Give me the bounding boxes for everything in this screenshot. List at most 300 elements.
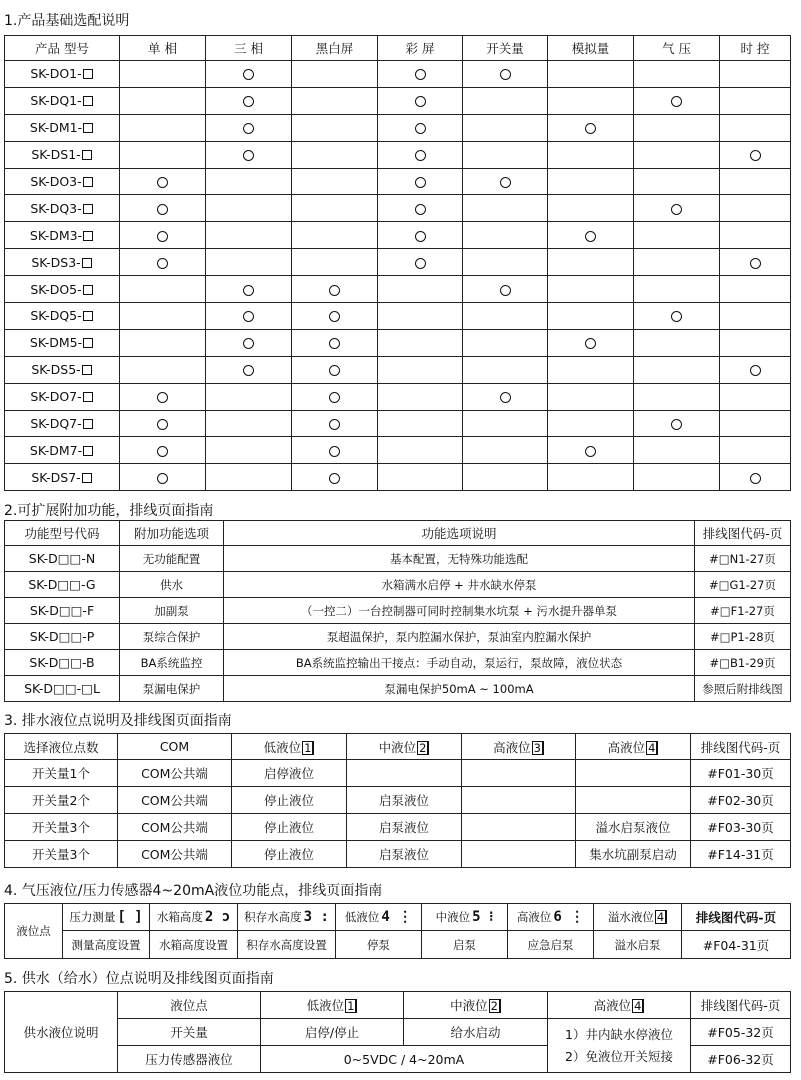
circle-mark-icon bbox=[671, 419, 682, 430]
table-row bbox=[5, 814, 791, 841]
option-cell bbox=[720, 141, 791, 168]
circle-mark-icon bbox=[671, 204, 682, 215]
level-number-box: 2 bbox=[417, 741, 429, 755]
s4-top-high: 高液位 6 ⋮ bbox=[508, 904, 594, 931]
s3-cell: #F02-30页 bbox=[691, 787, 791, 814]
option-cell bbox=[206, 141, 292, 168]
table-row bbox=[5, 276, 791, 303]
s2-code-cell: SK-D□□-□L bbox=[5, 676, 120, 702]
s3-cell: 开关量3个 bbox=[5, 841, 118, 868]
model-code: SK-DS3- bbox=[31, 254, 81, 270]
circle-mark-icon bbox=[500, 285, 511, 296]
s4-page-header: 排线图代码-页 bbox=[682, 904, 791, 931]
section5-title: 5. 供水（给水）位点说明及排线图页面指南 bbox=[4, 971, 274, 987]
s3-header-high3: 高液位 3 bbox=[462, 734, 576, 760]
s3-cell bbox=[462, 760, 576, 787]
s2-desc-cell: （一控二）一台控制器可同时控制集水坑泵 + 污水提升器单泵 bbox=[224, 598, 695, 624]
s3-cell: COM公共端 bbox=[118, 841, 232, 868]
option-cell bbox=[378, 383, 463, 410]
option-cell bbox=[720, 249, 791, 276]
option-cell bbox=[548, 87, 634, 114]
level-number-box: 2 bbox=[489, 999, 501, 1013]
table-row bbox=[5, 437, 791, 464]
s3-cell bbox=[462, 814, 576, 841]
s3-cell: 开关量1个 bbox=[5, 760, 118, 787]
model-cell bbox=[5, 249, 120, 276]
circle-mark-icon bbox=[243, 150, 254, 161]
option-cell bbox=[120, 195, 206, 222]
option-cell bbox=[634, 195, 720, 222]
s3-cell: COM公共端 bbox=[118, 760, 232, 787]
blank-square-icon bbox=[82, 365, 92, 375]
table-row bbox=[5, 624, 791, 650]
option-cell bbox=[378, 141, 463, 168]
option-cell bbox=[548, 276, 634, 303]
option-cell bbox=[634, 114, 720, 141]
option-cell bbox=[548, 114, 634, 141]
model-cell bbox=[5, 437, 120, 464]
model-code: SK-DM3- bbox=[29, 227, 83, 243]
option-cell bbox=[463, 464, 548, 491]
s3-cell bbox=[462, 787, 576, 814]
option-cell bbox=[206, 249, 292, 276]
option-cell bbox=[378, 410, 463, 437]
s2-page-cell: #□F1-27页 bbox=[695, 598, 791, 624]
model-code: SK-DM1- bbox=[29, 120, 83, 136]
option-cell bbox=[463, 437, 548, 464]
s3-header-mid: 中液位 2 bbox=[347, 734, 462, 760]
s3-cell: COM公共端 bbox=[118, 814, 232, 841]
option-cell bbox=[120, 303, 206, 330]
table-row bbox=[5, 141, 791, 168]
blank-square-icon bbox=[83, 392, 93, 402]
option-cell bbox=[548, 303, 634, 330]
s1-header-cell: 产品 型号 bbox=[5, 36, 120, 61]
circle-mark-icon bbox=[500, 177, 511, 188]
table-row bbox=[5, 841, 791, 868]
circle-mark-icon bbox=[415, 123, 426, 134]
s3-cell: COM公共端 bbox=[118, 787, 232, 814]
model-code: SK-DS7- bbox=[31, 469, 81, 485]
s5-header-point: 液位点 bbox=[118, 992, 261, 1019]
blank-square-icon bbox=[83, 231, 93, 241]
option-cell bbox=[292, 222, 378, 249]
option-cell bbox=[720, 114, 791, 141]
s5-high-note: 1）井内缺水停液位 bbox=[565, 1026, 673, 1042]
s1-header-cell: 黑白屏 bbox=[292, 36, 378, 61]
table-row bbox=[5, 676, 791, 702]
option-cell bbox=[548, 437, 634, 464]
s4-top-store: 积存水高度 3 : bbox=[238, 904, 336, 931]
circle-mark-icon bbox=[157, 258, 168, 269]
segment-display-icon: 5 ⁝ bbox=[472, 909, 494, 925]
s3-cell bbox=[576, 760, 691, 787]
option-cell bbox=[720, 87, 791, 114]
level-number-box: 4 bbox=[646, 741, 658, 755]
option-cell bbox=[634, 141, 720, 168]
blank-square-icon bbox=[83, 69, 93, 79]
option-cell bbox=[120, 464, 206, 491]
option-cell bbox=[292, 168, 378, 195]
s4-bottom-cell: 溢水启泵 bbox=[594, 931, 682, 959]
s2-code-cell: SK-D□□-F bbox=[5, 598, 120, 624]
table-row bbox=[5, 61, 791, 88]
level-number-box: 1 bbox=[345, 999, 357, 1013]
option-cell bbox=[463, 383, 548, 410]
option-cell bbox=[634, 87, 720, 114]
option-cell bbox=[120, 61, 206, 88]
option-cell bbox=[378, 464, 463, 491]
s4-top-tank: 水箱高度 2 ɔ bbox=[150, 904, 238, 931]
option-cell bbox=[378, 168, 463, 195]
option-cell bbox=[292, 114, 378, 141]
circle-mark-icon bbox=[671, 96, 682, 107]
circle-mark-icon bbox=[750, 473, 761, 484]
circle-mark-icon bbox=[157, 177, 168, 188]
circle-mark-icon bbox=[243, 338, 254, 349]
option-cell bbox=[634, 168, 720, 195]
option-cell bbox=[292, 356, 378, 383]
blank-square-icon bbox=[83, 311, 93, 321]
option-cell bbox=[206, 383, 292, 410]
s3-cell: 开关量2个 bbox=[5, 787, 118, 814]
option-cell bbox=[634, 249, 720, 276]
model-cell bbox=[5, 464, 120, 491]
model-code: SK-DO1- bbox=[30, 66, 82, 82]
option-cell bbox=[120, 329, 206, 356]
circle-mark-icon bbox=[415, 177, 426, 188]
s2-desc-cell: 基本配置，无特殊功能选配 bbox=[224, 546, 695, 572]
option-cell bbox=[548, 249, 634, 276]
s5-header-mid: 中液位 2 bbox=[404, 992, 548, 1019]
s3-header-page: 排线图代码-页 bbox=[691, 734, 791, 760]
table-row bbox=[5, 787, 791, 814]
blank-square-icon bbox=[83, 96, 93, 106]
option-cell bbox=[720, 195, 791, 222]
model-code: SK-DM7- bbox=[29, 442, 83, 458]
option-cell bbox=[548, 383, 634, 410]
blank-square-icon bbox=[83, 204, 93, 214]
circle-mark-icon bbox=[329, 446, 340, 457]
model-cell bbox=[5, 141, 120, 168]
table-row bbox=[5, 329, 791, 356]
s1-header-cell: 模拟量 bbox=[548, 36, 634, 61]
s3-header-points: 选择液位点数 bbox=[5, 734, 118, 760]
model-cell bbox=[5, 410, 120, 437]
option-cell bbox=[548, 222, 634, 249]
s2-option-cell: 泵综合保护 bbox=[120, 624, 224, 650]
option-cell bbox=[720, 329, 791, 356]
option-cell bbox=[378, 303, 463, 330]
circle-mark-icon bbox=[243, 285, 254, 296]
option-cell bbox=[206, 437, 292, 464]
model-cell bbox=[5, 383, 120, 410]
option-cell bbox=[292, 249, 378, 276]
s3-cell bbox=[462, 841, 576, 868]
s2-desc-cell: 泵漏电保护50mA ~ 100mA bbox=[224, 676, 695, 702]
option-cell bbox=[206, 195, 292, 222]
circle-mark-icon bbox=[585, 231, 596, 242]
s4-bottom-cell: 应急启泵 bbox=[508, 931, 594, 959]
model-cell bbox=[5, 114, 120, 141]
section3-title: 3. 排水液位点说明及排线图页面指南 bbox=[4, 713, 232, 729]
s3-cell: #F14-31页 bbox=[691, 841, 791, 868]
model-code: SK-DO5- bbox=[30, 281, 82, 297]
option-cell bbox=[634, 329, 720, 356]
option-cell bbox=[463, 356, 548, 383]
option-cell bbox=[548, 410, 634, 437]
model-code: SK-DS1- bbox=[31, 147, 81, 163]
model-code: SK-DQ5- bbox=[30, 308, 82, 324]
s2-page-cell: #□G1-27页 bbox=[695, 572, 791, 598]
option-cell bbox=[292, 276, 378, 303]
circle-mark-icon bbox=[415, 204, 426, 215]
circle-mark-icon bbox=[157, 473, 168, 484]
model-cell bbox=[5, 195, 120, 222]
s1-header-cell: 彩 屏 bbox=[378, 36, 463, 61]
option-cell bbox=[720, 383, 791, 410]
option-cell bbox=[720, 464, 791, 491]
segment-display-icon: [ ] bbox=[117, 909, 143, 925]
option-cell bbox=[463, 276, 548, 303]
pressure-level-table bbox=[4, 903, 791, 959]
table-row bbox=[5, 650, 791, 676]
s5-header-low: 低液位 1 bbox=[261, 992, 404, 1019]
option-cell bbox=[720, 276, 791, 303]
option-cell bbox=[378, 437, 463, 464]
model-cell bbox=[5, 222, 120, 249]
table-row bbox=[5, 572, 791, 598]
s4-top-overflow: 溢水液位 4 bbox=[594, 904, 682, 931]
s2-desc-cell: 水箱满水启停 + 井水缺水停泵 bbox=[224, 572, 695, 598]
option-cell bbox=[206, 356, 292, 383]
circle-mark-icon bbox=[585, 446, 596, 457]
s3-cell: 停止液位 bbox=[232, 841, 347, 868]
section4-title: 4. 气压液位/压力传感器4~20mA液位功能点，排线页面指南 bbox=[4, 883, 383, 899]
circle-mark-icon bbox=[243, 123, 254, 134]
model-code: SK-DQ3- bbox=[30, 200, 82, 216]
blank-square-icon bbox=[83, 419, 93, 429]
circle-mark-icon bbox=[500, 392, 511, 403]
s3-cell: 开关量3个 bbox=[5, 814, 118, 841]
s5-header-page: 排线图代码-页 bbox=[691, 992, 791, 1019]
option-cell bbox=[463, 168, 548, 195]
option-cell bbox=[120, 141, 206, 168]
circle-mark-icon bbox=[329, 311, 340, 322]
s3-cell: 启泵液位 bbox=[347, 841, 462, 868]
model-cell bbox=[5, 276, 120, 303]
blank-square-icon bbox=[83, 446, 93, 456]
circle-mark-icon bbox=[243, 365, 254, 376]
option-cell bbox=[206, 464, 292, 491]
option-cell bbox=[634, 356, 720, 383]
circle-mark-icon bbox=[585, 123, 596, 134]
option-cell bbox=[292, 437, 378, 464]
table-row bbox=[5, 760, 791, 787]
option-cell bbox=[548, 168, 634, 195]
s2-header-cell: 功能选项说明 bbox=[224, 521, 695, 546]
circle-mark-icon bbox=[157, 446, 168, 457]
product-selection-table bbox=[4, 35, 791, 491]
circle-mark-icon bbox=[243, 69, 254, 80]
option-cell bbox=[720, 61, 791, 88]
option-cell bbox=[120, 383, 206, 410]
option-cell bbox=[292, 87, 378, 114]
model-cell bbox=[5, 329, 120, 356]
option-cell bbox=[378, 61, 463, 88]
option-cell bbox=[463, 222, 548, 249]
table-row bbox=[5, 87, 791, 114]
s2-option-cell: BA系统监控 bbox=[120, 650, 224, 676]
table-row bbox=[5, 383, 791, 410]
water-supply-table bbox=[4, 991, 791, 1073]
extension-function-table bbox=[4, 520, 791, 702]
circle-mark-icon bbox=[415, 69, 426, 80]
s3-cell: 启泵液位 bbox=[347, 787, 462, 814]
option-cell bbox=[206, 222, 292, 249]
model-cell bbox=[5, 61, 120, 88]
model-code: SK-DQ7- bbox=[30, 416, 82, 432]
s2-page-cell: #□N1-27页 bbox=[695, 546, 791, 572]
model-cell bbox=[5, 303, 120, 330]
circle-mark-icon bbox=[750, 150, 761, 161]
s4-row-label: 液位点 bbox=[5, 904, 63, 959]
s4-bottom-cell: 积存水高度设置 bbox=[238, 931, 336, 959]
model-code: SK-DS5- bbox=[31, 362, 81, 378]
table-row bbox=[5, 546, 791, 572]
option-cell bbox=[548, 195, 634, 222]
option-cell bbox=[463, 114, 548, 141]
table-row bbox=[5, 598, 791, 624]
option-cell bbox=[120, 437, 206, 464]
option-cell bbox=[720, 222, 791, 249]
circle-mark-icon bbox=[329, 392, 340, 403]
s2-code-cell: SK-D□□-N bbox=[5, 546, 120, 572]
option-cell bbox=[378, 222, 463, 249]
segment-display-icon: 6 ⋮ bbox=[553, 909, 585, 925]
s2-code-cell: SK-D□□-G bbox=[5, 572, 120, 598]
option-cell bbox=[206, 276, 292, 303]
table-row bbox=[5, 195, 791, 222]
circle-mark-icon bbox=[415, 258, 426, 269]
circle-mark-icon bbox=[750, 258, 761, 269]
option-cell bbox=[463, 410, 548, 437]
level-number-box: 4 bbox=[655, 910, 667, 924]
option-cell bbox=[634, 222, 720, 249]
option-cell bbox=[548, 356, 634, 383]
option-cell bbox=[720, 303, 791, 330]
option-cell bbox=[720, 356, 791, 383]
option-cell bbox=[206, 114, 292, 141]
circle-mark-icon bbox=[157, 392, 168, 403]
option-cell bbox=[463, 329, 548, 356]
model-cell bbox=[5, 168, 120, 195]
s3-cell bbox=[576, 787, 691, 814]
s2-option-cell: 加副泵 bbox=[120, 598, 224, 624]
section2-title: 2.可扩展附加功能，排线页面指南 bbox=[4, 503, 214, 519]
option-cell bbox=[463, 87, 548, 114]
option-cell bbox=[206, 410, 292, 437]
circle-mark-icon bbox=[671, 311, 682, 322]
s4-bottom-cell: 水箱高度设置 bbox=[150, 931, 238, 959]
blank-square-icon bbox=[82, 150, 92, 160]
option-cell bbox=[378, 249, 463, 276]
s5-row1-point: 开关量 bbox=[118, 1019, 261, 1046]
option-cell bbox=[292, 141, 378, 168]
s1-header-cell: 开关量 bbox=[463, 36, 548, 61]
s4-top-mid: 中液位 5 ⁝ bbox=[422, 904, 508, 931]
s5-left-label: 供水液位说明 bbox=[5, 992, 118, 1073]
s2-page-cell: 参照后附排线图 bbox=[695, 676, 791, 702]
s4-top-low: 低液位 4 ⋮ bbox=[336, 904, 422, 931]
level-number-box: 4 bbox=[632, 999, 644, 1013]
s5-row1-low: 启停/停止 bbox=[261, 1019, 404, 1046]
s3-cell: #F03-30页 bbox=[691, 814, 791, 841]
s3-cell: 停止液位 bbox=[232, 814, 347, 841]
option-cell bbox=[463, 61, 548, 88]
s1-header-cell: 三 相 bbox=[206, 36, 292, 61]
option-cell bbox=[206, 61, 292, 88]
circle-mark-icon bbox=[585, 338, 596, 349]
s2-page-cell: #□B1-29页 bbox=[695, 650, 791, 676]
s2-option-cell: 泵漏电保护 bbox=[120, 676, 224, 702]
option-cell bbox=[292, 383, 378, 410]
circle-mark-icon bbox=[157, 231, 168, 242]
circle-mark-icon bbox=[415, 96, 426, 107]
blank-square-icon bbox=[83, 285, 93, 295]
section1-title: 1.产品基础选配说明 bbox=[4, 13, 130, 29]
option-cell bbox=[292, 464, 378, 491]
option-cell bbox=[634, 437, 720, 464]
s1-header-cell: 时 控 bbox=[720, 36, 791, 61]
blank-square-icon bbox=[82, 473, 92, 483]
s2-page-cell: #□P1-28页 bbox=[695, 624, 791, 650]
option-cell bbox=[120, 356, 206, 383]
s3-cell: 启泵液位 bbox=[347, 814, 462, 841]
option-cell bbox=[463, 249, 548, 276]
s3-cell: 停止液位 bbox=[232, 787, 347, 814]
option-cell bbox=[378, 114, 463, 141]
blank-square-icon bbox=[83, 177, 93, 187]
s2-desc-cell: BA系统监控输出干接点：手动自动，泵运行，泵故障，液位状态 bbox=[224, 650, 695, 676]
circle-mark-icon bbox=[329, 365, 340, 376]
blank-square-icon bbox=[82, 258, 92, 268]
s3-cell: #F01-30页 bbox=[691, 760, 791, 787]
level-number-box: 1 bbox=[302, 741, 314, 755]
circle-mark-icon bbox=[157, 419, 168, 430]
option-cell bbox=[634, 410, 720, 437]
option-cell bbox=[120, 168, 206, 195]
s5-high-note: 2）免液位开关短接 bbox=[565, 1048, 673, 1064]
option-cell bbox=[292, 303, 378, 330]
model-code: SK-DO3- bbox=[30, 174, 82, 189]
circle-mark-icon bbox=[329, 285, 340, 296]
option-cell bbox=[206, 168, 292, 195]
model-cell bbox=[5, 356, 120, 383]
s3-cell: 溢水启泵液位 bbox=[576, 814, 691, 841]
option-cell bbox=[378, 356, 463, 383]
table-row bbox=[5, 356, 791, 383]
circle-mark-icon bbox=[750, 365, 761, 376]
option-cell bbox=[378, 195, 463, 222]
s2-option-cell: 供水 bbox=[120, 572, 224, 598]
s5-header-high: 高液位 4 bbox=[548, 992, 691, 1019]
s4-bottom-cell: 测量高度设置 bbox=[63, 931, 150, 959]
option-cell bbox=[206, 329, 292, 356]
circle-mark-icon bbox=[329, 338, 340, 349]
option-cell bbox=[292, 329, 378, 356]
circle-mark-icon bbox=[329, 473, 340, 484]
